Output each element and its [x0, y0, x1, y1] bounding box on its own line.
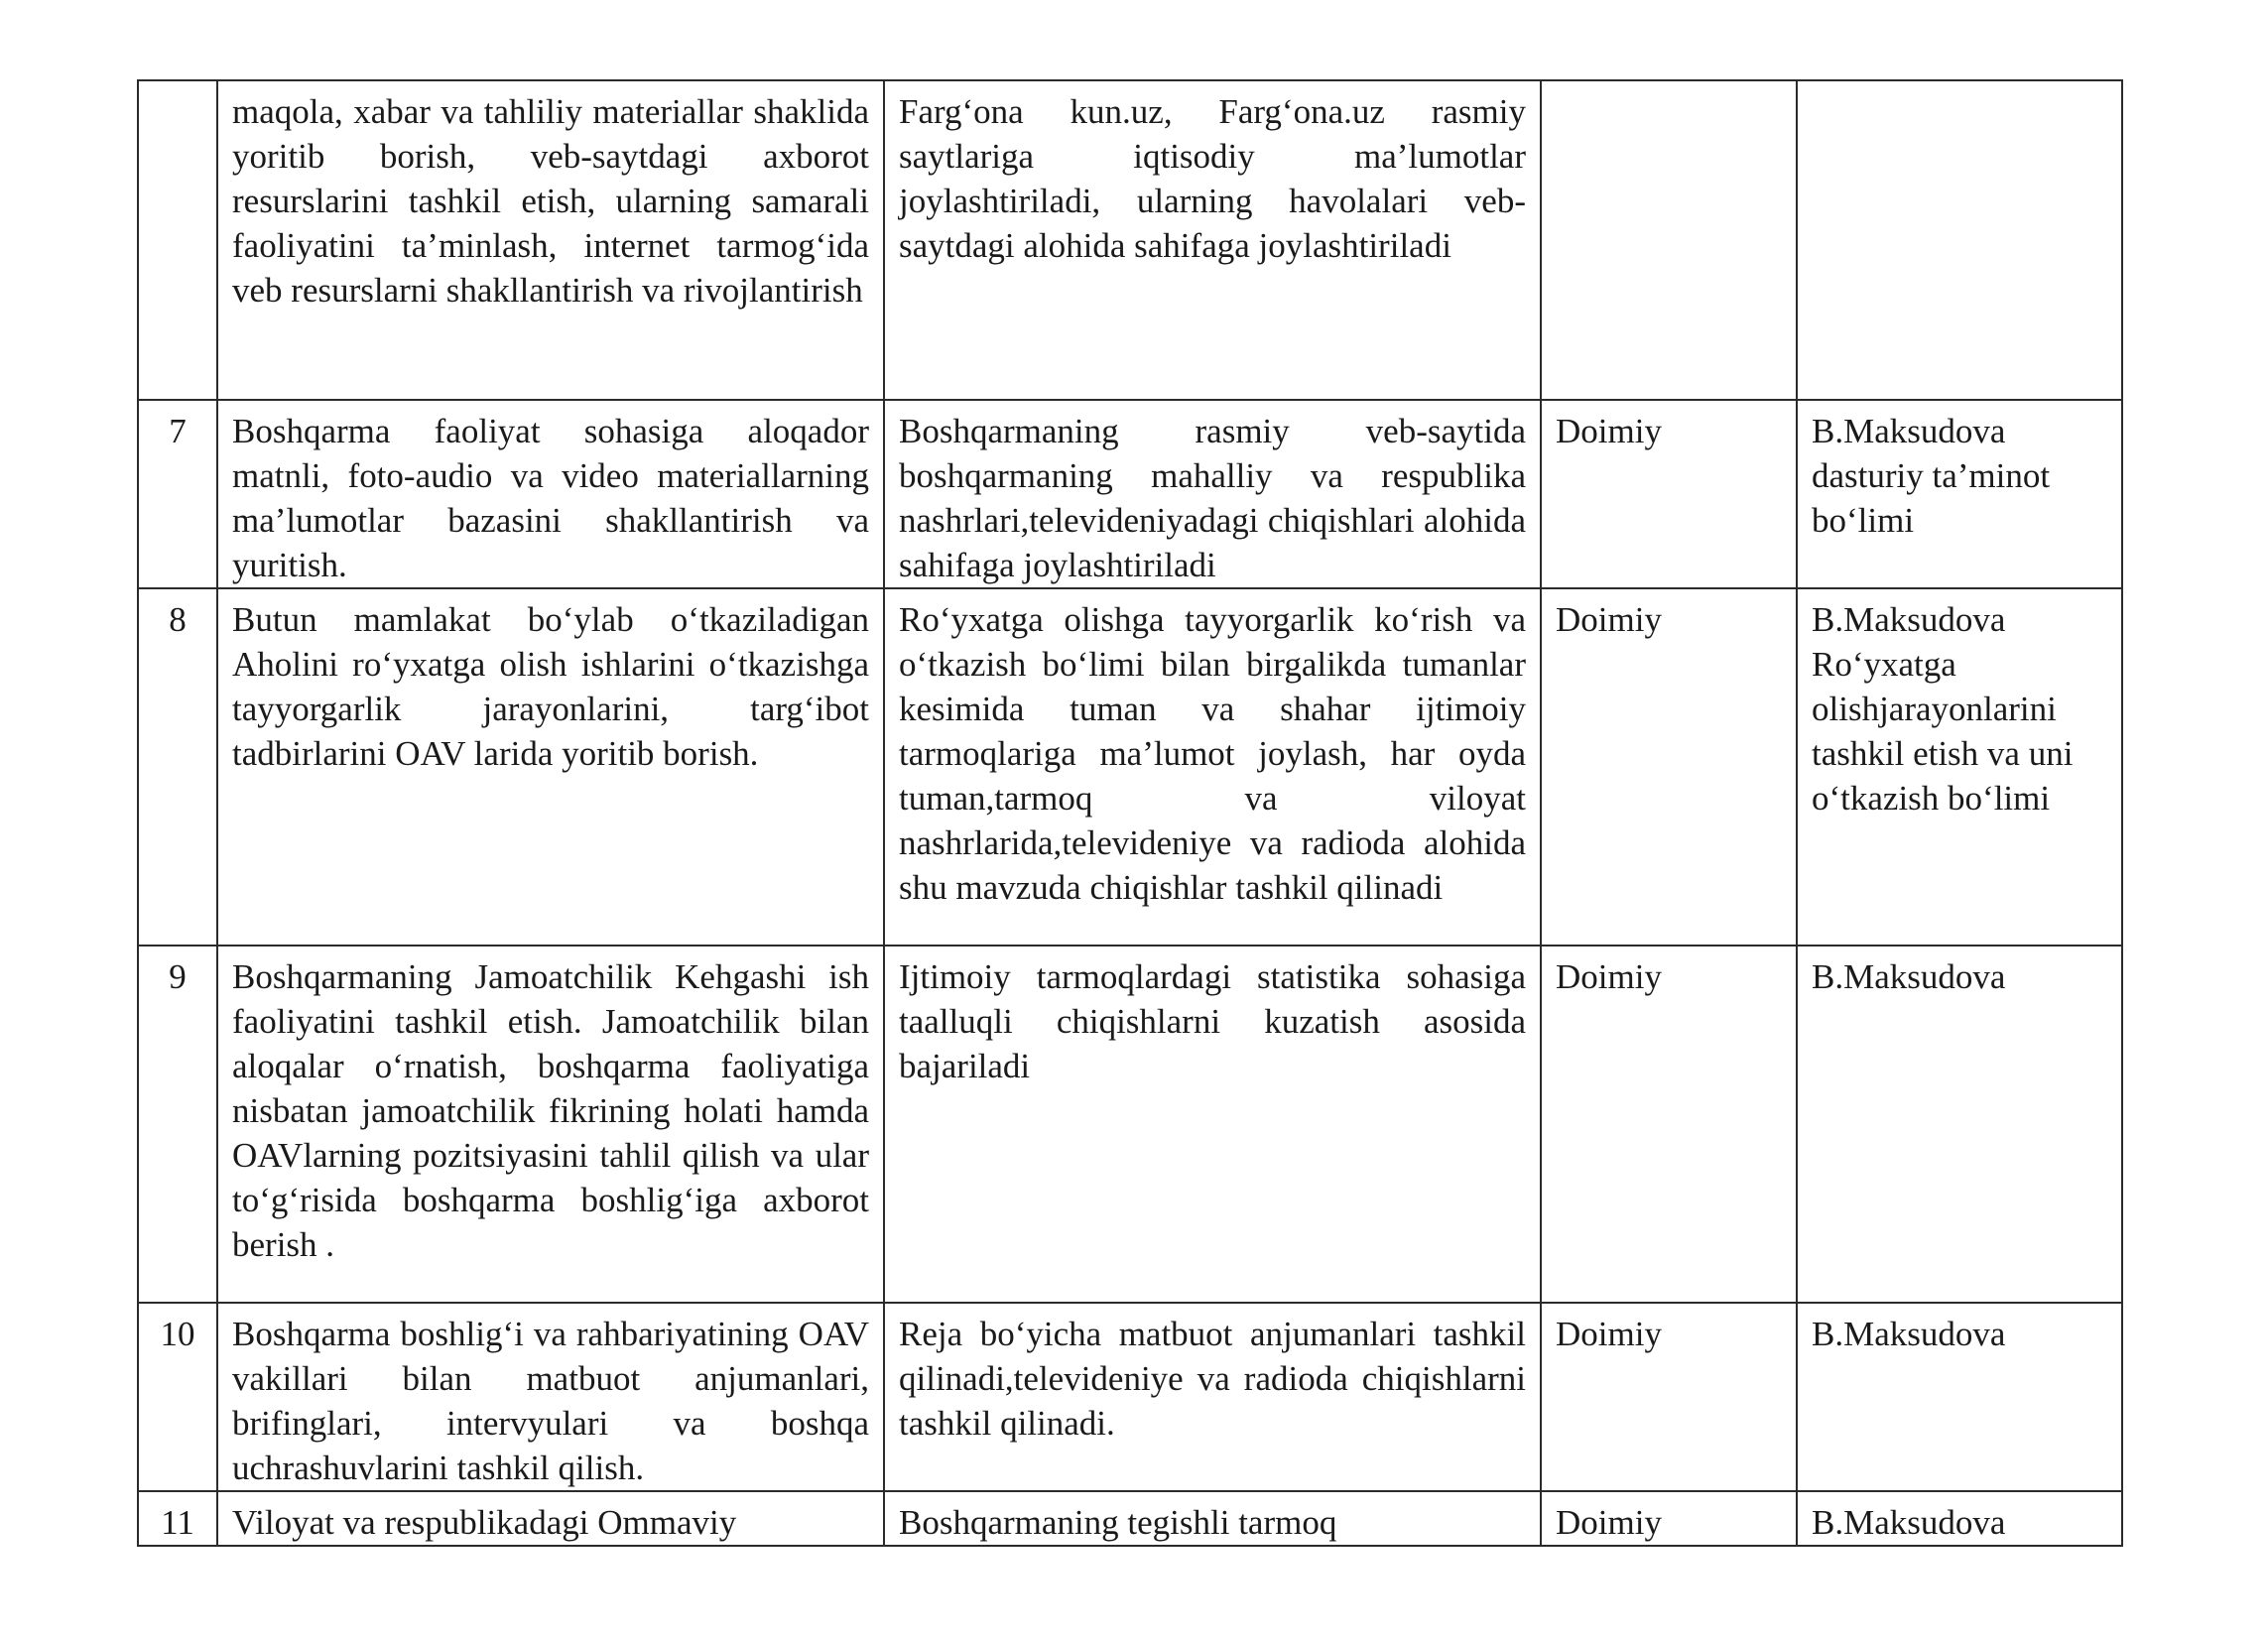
row-number: 7	[138, 400, 217, 588]
responsible-cell: B.Maksudova dasturiy ta’minot bo‘limi	[1797, 400, 2122, 588]
task-cell: Butun mamlakat bo‘ylab o‘tkaziladigan Aholini ro‘yxatga olish ishlarini o‘tkazishga tayyorgarlik jarayonlarini, targ‘ibot tadbirlarini OAV larida yoritib borish.	[217, 588, 884, 946]
responsible-cell: B.Maksudova Ro‘yxatga olishjarayonlarini tashkil etish va uni o‘tkazish bo‘limi	[1797, 588, 2122, 946]
task-cell: Boshqarma boshlig‘i va rahbariyatining OAV vakillari bilan matbuot anjumanlari, brifinglari, intervyulari va boshqa uchrashuvlarini tashkil qilish.	[217, 1303, 884, 1491]
term-cell: Doimiy	[1541, 1491, 1797, 1546]
method-cell: Boshqarmaning tegishli tarmoq	[884, 1491, 1541, 1546]
term-cell: Doimiy	[1541, 588, 1797, 946]
responsible-cell: B.Maksudova	[1797, 1303, 2122, 1491]
term-cell: Doimiy	[1541, 946, 1797, 1303]
term-cell	[1541, 80, 1797, 400]
row-number: 10	[138, 1303, 217, 1491]
row-number	[138, 80, 217, 400]
row-number: 8	[138, 588, 217, 946]
table-row	[138, 946, 2122, 1303]
row-number: 9	[138, 946, 217, 1303]
method-cell: Farg‘ona kun.uz, Farg‘ona.uz rasmiy saytlariga iqtisodiy ma’lumotlar joylashtiriladi, ularning havolalari veb-saytdagi alohida sahifaga joylashtiriladi	[884, 80, 1541, 400]
task-cell: Viloyat va respublikadagi Ommaviy	[217, 1491, 884, 1546]
method-cell: Reja bo‘yicha matbuot anjumanlari tashkil qilinadi,televideniye va radioda chiqishlarni tashkil qilinadi.	[884, 1303, 1541, 1491]
term-cell: Doimiy	[1541, 400, 1797, 588]
method-cell: Boshqarmaning rasmiy veb-saytida boshqarmaning mahalliy va respublika nashrlari,televideniyadagi chiqishlari alohida sahifaga joylashtiriladi	[884, 400, 1541, 588]
method-cell: Ijtimoiy tarmoqlardagi statistika sohasiga taalluqli chiqishlarni kuzatish asosida bajariladi	[884, 946, 1541, 1303]
method-cell: Ro‘yxatga olishga tayyorgarlik ko‘rish va o‘tkazish bo‘limi bilan birgalikda tumanlar kesimida tuman va shahar ijtimoiy tarmoqlariga ma’lumot joylash, har oyda tuman,tarmoq va viloyat nashrlarida,televideniye va radioda alohida shu mavzuda chiqishlar tashkil qilinadi	[884, 588, 1541, 946]
task-cell: Boshqarmaning Jamoatchilik Kehgashi ish faoliyatini tashkil etish. Jamoatchilik bilan aloqalar o‘rnatish, boshqarma faoliyatiga nisbatan jamoatchilik fikrining holati hamda OAVlarning pozitsiyasini tahlil qilish va ular to‘g‘risida boshqarma boshlig‘iga axborot berish .	[217, 946, 884, 1303]
task-cell: maqola, xabar va tahliliy materiallar shaklida yoritib borish, veb-saytdagi axborot resurslarini tashkil etish, ularning samarali faoliyatini ta’minlash, internet tarmog‘ida veb resurslarni shakllantirish va rivojlantirish	[217, 80, 884, 400]
task-cell: Boshqarma faoliyat sohasiga aloqador matnli, foto-audio va video materiallarning ma’lumotlar bazasini shakllantirish va yuritish.	[217, 400, 884, 588]
responsible-cell: B.Maksudova	[1797, 1491, 2122, 1546]
term-cell: Doimiy	[1541, 1303, 1797, 1491]
table-row	[138, 80, 2122, 400]
table-row	[138, 400, 2122, 588]
responsible-cell	[1797, 80, 2122, 400]
responsible-cell: B.Maksudova	[1797, 946, 2122, 1303]
row-number: 11	[138, 1491, 217, 1546]
table-row	[138, 1491, 2122, 1546]
table-row	[138, 1303, 2122, 1491]
table-row	[138, 588, 2122, 946]
work-plan-table	[137, 79, 2123, 1547]
